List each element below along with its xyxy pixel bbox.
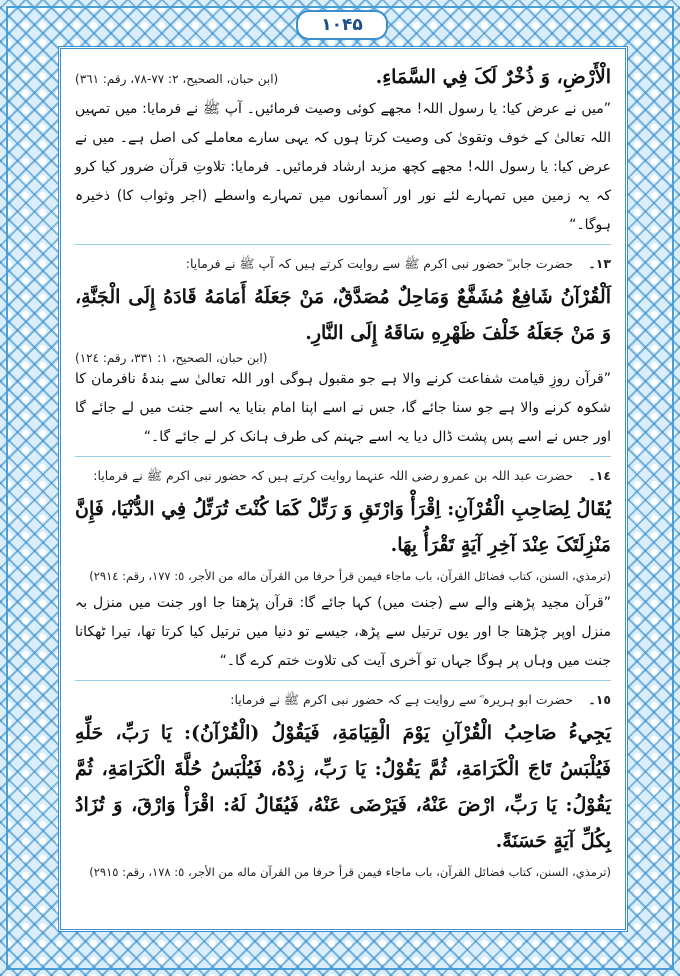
hadith-number: ١٣۔ — [588, 256, 611, 271]
page-number: ۱۰۴۵ — [296, 10, 388, 40]
arabic-text: الْأَرْضِ، وَ ذُخْرٌ لَکَ فِي السَّمَاءِ. — [375, 66, 611, 88]
hadith-intro — [75, 685, 611, 715]
hadith-number: ١٥۔ — [588, 692, 611, 707]
arabic-text: اَلْقُرْآنُ شَافِعٌ مُشَفَّعٌ وَمَاحِلٌ مُصَدَّقٌ، مَنْ جَعَلَهُ أَمَامَهُ قَادَهُ إِلَی الْجَنَّةِ، وَ مَنْ جَعَلَهُ خَلْفَ ظَهْرِهِ سَاقَهُ إِلَی النَّارِ. — [75, 286, 611, 344]
page-content — [58, 46, 628, 932]
divider — [75, 244, 611, 245]
urdu-translation: ”قرآن روزِ قیامت شفاعت کرنے والا ہے جو مقبول ہوگی اور اللہ تعالیٰ سے بندۂ نافرمان کا شکوہ کرنے والا ہے جو سنا جائے گا، جس نے اسے اپنا امام بنایا یہ اسے جنت میں لے جائے گا اور جس نے اسے پس پشت ڈال دیا یہ اسے جہنم کی طرف ہانک کر لے جائے گا۔“ — [75, 371, 611, 445]
narrator-line: حضرت جابر ؓ حضور نبی اکرم ﷺ سے روایت کرتے ہیں کہ آپ ﷺ نے فرمایا: — [185, 256, 573, 271]
reference: (ابن حبان، الصحيح، ٢: ٧٧-٧٨، رقم: ٣٦١) — [75, 72, 279, 86]
hadith-number: ١٤۔ — [588, 468, 611, 483]
narrator-line: حضرت ابو ہریرہ ؓ سے روایت ہے کہ حضور نبی اکرم ﷺ نے فرمایا: — [230, 692, 573, 707]
reference: (ابن حبان، الصحيح، ١: ٣٣١، رقم: ١٢٤) — [75, 351, 268, 365]
source-citation: (ترمذي، السنن، کتاب فضائل القرآن، باب ماجاء فيمن قرأ حرفا من القرآن ماله من الأجر، ٥: ١٧٨، رقم: ٢٩١٥) — [89, 865, 611, 879]
source-citation: (ترمذي، السنن، کتاب فضائل القرآن، باب ماجاء فيمن قرأ حرفا من القرآن ماله من الأجر، ٥: ١٧٧، رقم: ٢٩١٤) — [89, 569, 611, 583]
urdu-translation: ”میں نے عرض کیا: یا رسول اللہ! مجھے کوئی وصیت فرمائیں۔ آپ ﷺ نے فرمایا: میں تمہیں اللہ تعالیٰ کے خوف وتقویٰ کی وصیت کرتا ہوں کہ یہی سارے معاملے کی اصل ہے۔ میں نے عرض کیا: یا رسول اللہ! مجھے کچھ مزید ارشاد فرمائیں۔ فرمایا: تلاوتِ قرآن ضرور کیا کرو کہ یہ زمین میں تمہارے لئے نور اور آسمانوں میں تمہارے واسطے (اجر وثواب کا) ذخیرہ ہوگا۔“ — [75, 101, 611, 233]
arabic-line — [75, 59, 611, 95]
arabic-text: يَجِيءُ صَاحِبُ الْقُرْآنِ يَوْمَ الْقِيَامَةِ، فَيَقُوْلُ (الْقُرْآنُ): يَا رَبِّ، حَلِّهِ فَيُلْبَسُ تَاجَ الْکَرَامَةِ، ثُمَّ يَقُوْلُ: يَا رَبِّ، زِدْهُ، فَيُلْبَسُ حُلَّةَ الْکَرَامَةِ، ثُمَّ يَقُوْلُ: يَا رَبِّ، ارْضَ عَنْهُ، فَيَرْضَی عَنْهُ، فَيُقَالُ لَهُ: اقْرَأْ وَارْقَ، وَ تُزَادُ بِکُلِّ آيَةٍ حَسَنَةً. — [75, 722, 611, 852]
urdu-translation: ”قرآن مجید پڑھنے والے سے (جنت میں) کہا جائے گا: قرآن پڑھتا جا اور جنت میں منزل بہ منزل اوپر چڑھتا جا اور یوں ترتیل سے پڑھ، جیسے تو دنیا میں ترتیل کیا کرتا تھا، تیرا ٹھکانا جنت میں وہاں پر ہوگا جہاں تو آخری آیت کی تلاوت ختم کرے گا۔“ — [75, 595, 611, 669]
hadith-intro — [75, 249, 611, 279]
arabic-text: يُقَالُ لِصَاحِبِ الْقُرْآنِ: اِقْرَأْ وَارْتَقِ وَ رَتِّلْ کَمَا کُنْتَ تُرَتِّلُ فِي الدُّنْيَا، فَإِنَّ مَنْزِلَتَکَ عِنْدَ آخِرِ آيَةٍ تَقْرَأُ بِهَا. — [75, 498, 611, 556]
divider — [75, 680, 611, 681]
divider — [75, 456, 611, 457]
narrator-line: حضرت عبد اللہ بن عمرو رضی اللہ عنہما روایت کرتے ہیں کہ حضور نبی اکرم ﷺ نے فرمایا: — [93, 468, 573, 483]
hadith-intro — [75, 461, 611, 491]
